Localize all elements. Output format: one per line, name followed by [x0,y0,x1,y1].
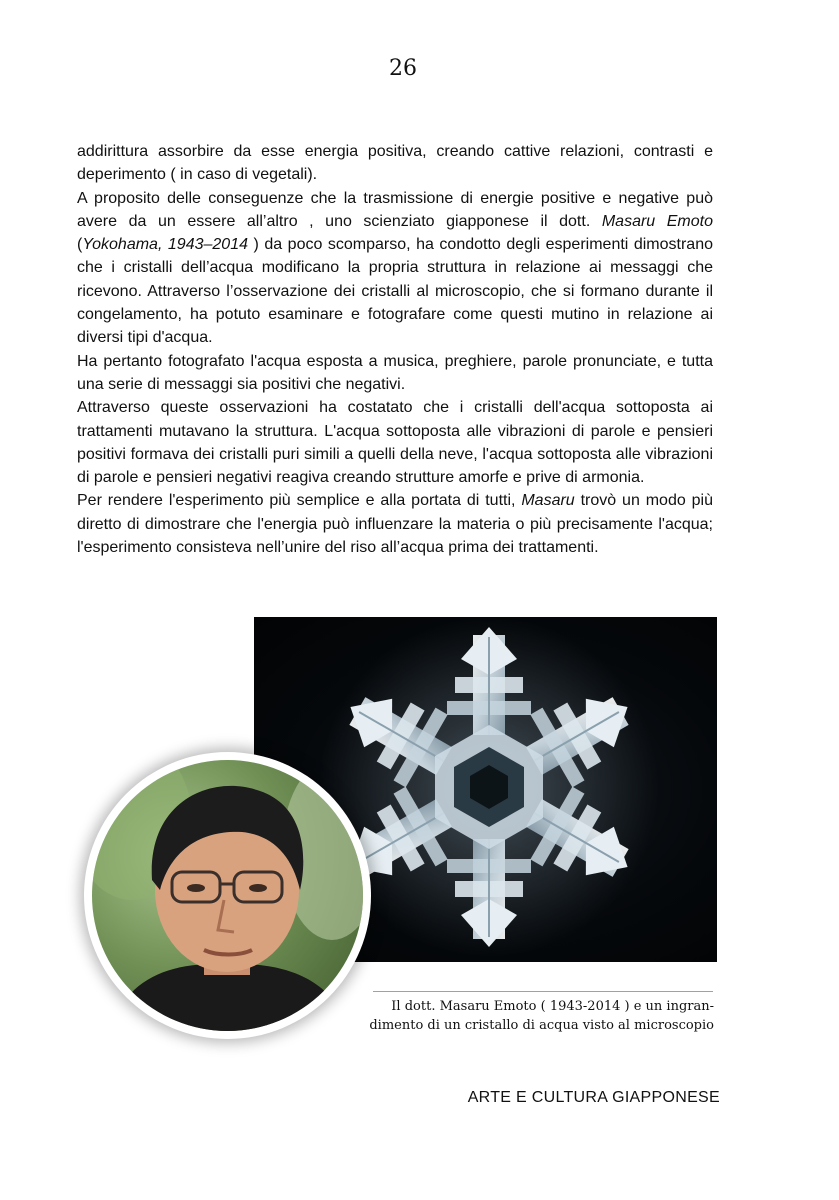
page-number: 26 [389,56,417,81]
author-first-name: Masaru [521,492,575,510]
man-portrait-illustration [92,760,363,1031]
text-run: addirittura assorbire da esse energia positiva, creando cattive relazioni, contrasti e deperimento ( in caso di vegetali). [77,143,713,184]
birth-place-dates: Yokohama, 1943–2014 [82,236,248,254]
figure-caption [330,997,714,1035]
paragraph [77,396,713,489]
text-run: Attraverso queste osservazioni ha costatato che i cristalli dell'acqua sottoposta ai trattamenti mutavano la struttura. L'acqua sottoposta alle vibrazioni di parole e pensieri positivi formava dei cristalli puri simili a quelli della neve, l'acqua sottoposta alle vibrazioni di parole e pensieri negativi reagiva creando strutture amorfe e prive di armonia. [77,399,713,487]
paragraph [77,489,713,559]
text-run: Per rendere l'esperimento più semplice e alla portata di tutti, [77,492,522,510]
author-name: Masaru Emoto [601,212,714,230]
caption-line: Il dott. Masaru Emoto ( 1943-2014 ) e un ingran- [391,999,714,1014]
text-run: ( [77,236,83,254]
paragraph [77,140,713,187]
text-run: A proposito delle conseguenze che la trasmissione di energie positive e negative può avere da un essere all’altro , uno scienziato giapponese il dott. [77,189,713,230]
portrait-photo [92,760,363,1031]
portrait-frame [84,752,371,1039]
paragraph [77,187,713,350]
caption-divider [373,991,713,992]
caption-line: dimento di un cristallo di acqua visto al microscopio [369,1018,714,1033]
text-run: Ha pertanto fotografato l'acqua esposta a musica, preghiere, parole pronunciate, e tutta una serie di messaggi sia positivi che negativi. [77,352,713,393]
text-run: ) da poco scomparso, ha condotto degli esperimenti dimostrano che i cristalli dell’acqua modificano la propria struttura in relazione ai messaggi che ricevono. Attraverso l’osservazione dei cristalli al microscopio, che si formano durante il congelamento, ha potuto esaminare e fotografare come questi mutino in relazione ai diversi tipi d'acqua. [77,236,714,347]
text-run: trovò un modo più diretto di dimostrare che l'energia può influenzare la materia o più precisamente l'acqua; l'esperimento consisteva nell’unire del riso all’acqua prima dei trattamenti. [77,492,713,557]
running-footer: ARTE E CULTURA GIAPPONESE [467,1089,720,1106]
body-text [77,140,713,559]
paragraph [77,350,713,397]
